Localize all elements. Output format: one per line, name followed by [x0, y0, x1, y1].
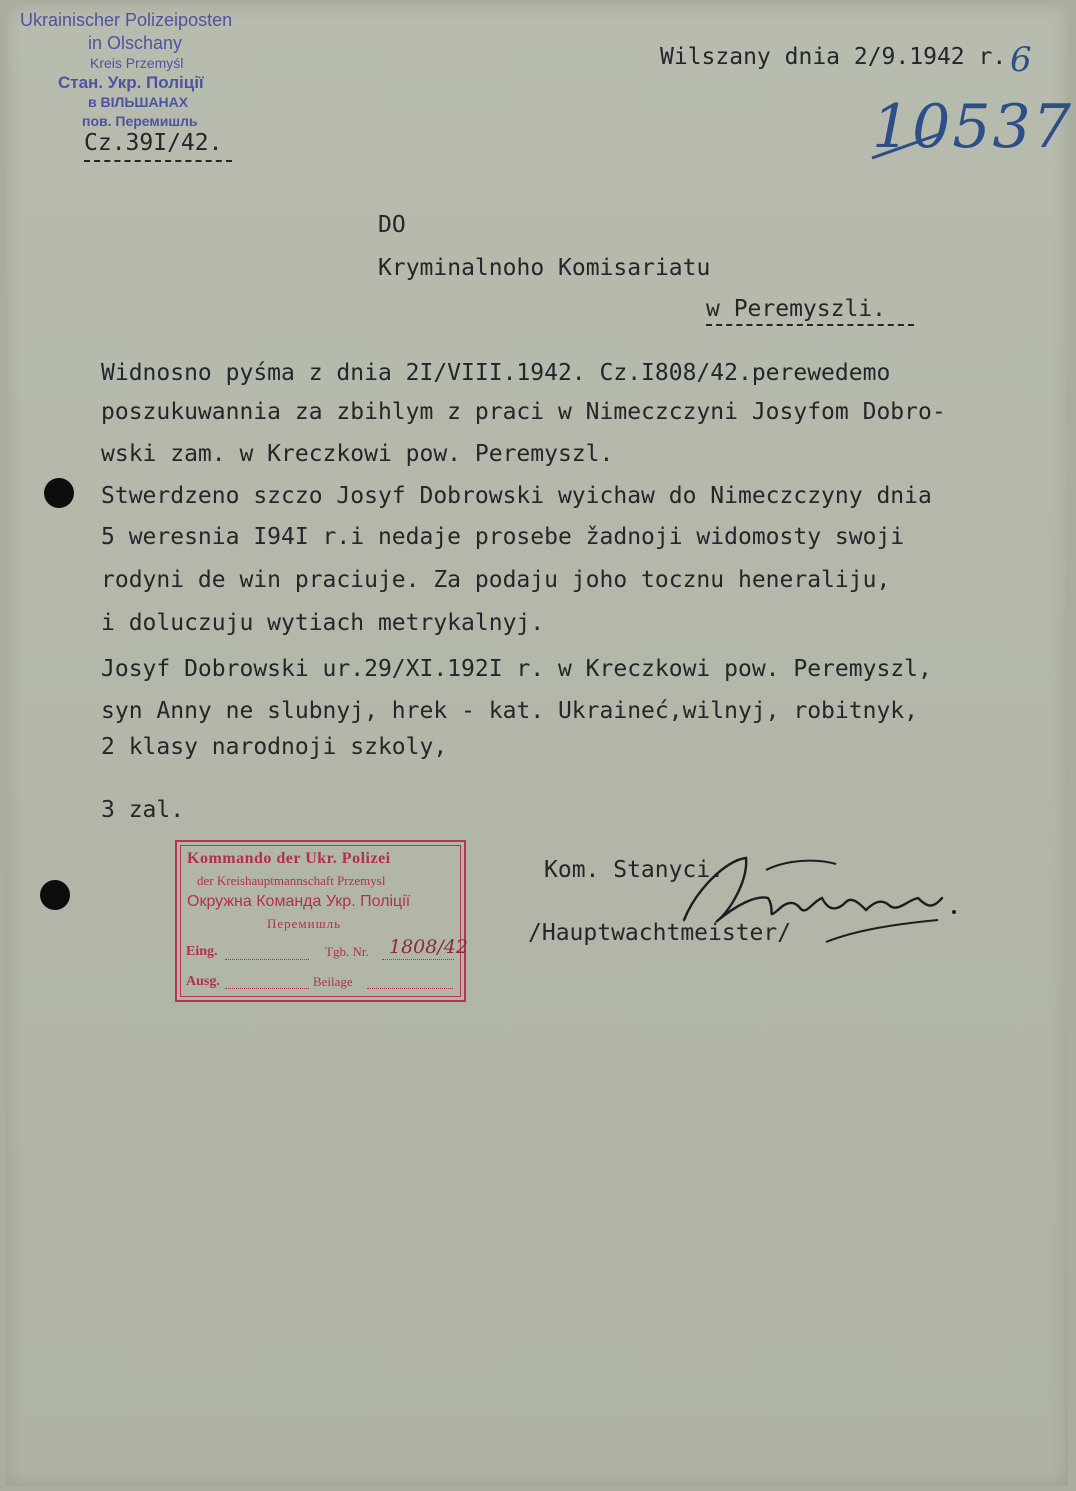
- body-line-10: 2 klasy narodnoji szkoly,: [101, 734, 448, 760]
- addressee-line-1: DO: [378, 212, 406, 238]
- handwritten-signature: [676, 850, 966, 950]
- body-line-4: Stwerdzeno szczo Josyf Dobrowski wyichaw do Nimeczczyny dnia: [101, 483, 932, 509]
- handwritten-registry-number: 10537: [872, 92, 1073, 162]
- body-line-3: wski zam. w Kreczkowi pow. Peremyszl.: [101, 441, 614, 467]
- addressee-underline: [706, 324, 914, 326]
- punch-hole: [44, 478, 74, 508]
- tgb-number: 1808/42: [389, 936, 468, 958]
- handwritten-correction: 6: [1010, 40, 1032, 80]
- stamp-line-5: в ВІЛЬШАНАХ: [88, 94, 189, 110]
- strike-through-mark: [868, 126, 948, 166]
- stamp-line-4: Стан. Укр. Поліції: [58, 73, 204, 92]
- body-line-8: Josyf Dobrowski ur.29/XI.192I r. w Kreczkowi pow. Peremyszl,: [101, 656, 932, 682]
- registry-stamp-line-1: Kommando der Ukr. Polizei: [187, 850, 391, 867]
- addressee-line-3: w Peremyszli.: [706, 296, 887, 322]
- ausg-label: Ausg.: [186, 974, 220, 989]
- stamp-line-3: Kreis Przemyśl: [90, 55, 184, 71]
- stamp-line-1: Ukrainischer Polizeiposten: [20, 10, 233, 30]
- addressee-line-2: Kryminalnoho Komisariatu: [378, 255, 711, 281]
- stamp-line-6: пов. Перемишль: [82, 113, 198, 129]
- tgb-line: [382, 959, 454, 960]
- date-line: Wilszany dnia 2/9.1942 r.: [660, 44, 1007, 70]
- registry-stamp-line-4: Перемишль: [267, 916, 342, 931]
- stamp-line-2: in Olschany: [88, 33, 183, 53]
- reference-number: Cz.39I/42.: [84, 130, 223, 156]
- body-line-2: poszukuwannia za zbihlym z praci w Nimeczczyni Josyfom Dobro-: [101, 399, 946, 425]
- reference-underline: [84, 160, 232, 162]
- eing-line: [225, 959, 309, 960]
- body-line-1: Widnosno pyśma z dnia 2I/VIII.1942. Cz.I808/42.perewedemo: [101, 360, 891, 386]
- beilage-label: Beilage: [313, 974, 353, 989]
- tgb-label: Tgb. Nr.: [325, 944, 369, 959]
- eing-label: Eing.: [186, 944, 218, 959]
- signature-rank: /Hauptwachtmeister/: [528, 920, 792, 946]
- signature-title: Kom. Stanyci.: [544, 857, 725, 883]
- body-line-9: syn Anny ne slubnyj, hrek - kat. Ukraineć,wilnyj, robitnyk,: [101, 698, 918, 724]
- registry-stamp-line-3: Окружна Команда Укр. Поліції: [187, 893, 411, 910]
- body-line-5: 5 weresnia I94I r.i nedaje prosebe žadnoji widomosty swoji: [101, 524, 905, 550]
- enclosures: 3 zal.: [101, 797, 185, 823]
- body-line-7: i doluczuju wytiach metrykalnyj.: [101, 610, 545, 636]
- body-line-6: rodyni de win praciuje. Za podaju joho tocznu heneraliju,: [101, 567, 891, 593]
- ausg-line: [225, 988, 309, 989]
- registry-stamp: [175, 840, 466, 1002]
- punch-hole: [40, 880, 70, 910]
- beilage-line: [367, 988, 453, 989]
- registry-stamp-line-2: der Kreishauptmannschaft Przemysl: [197, 873, 386, 888]
